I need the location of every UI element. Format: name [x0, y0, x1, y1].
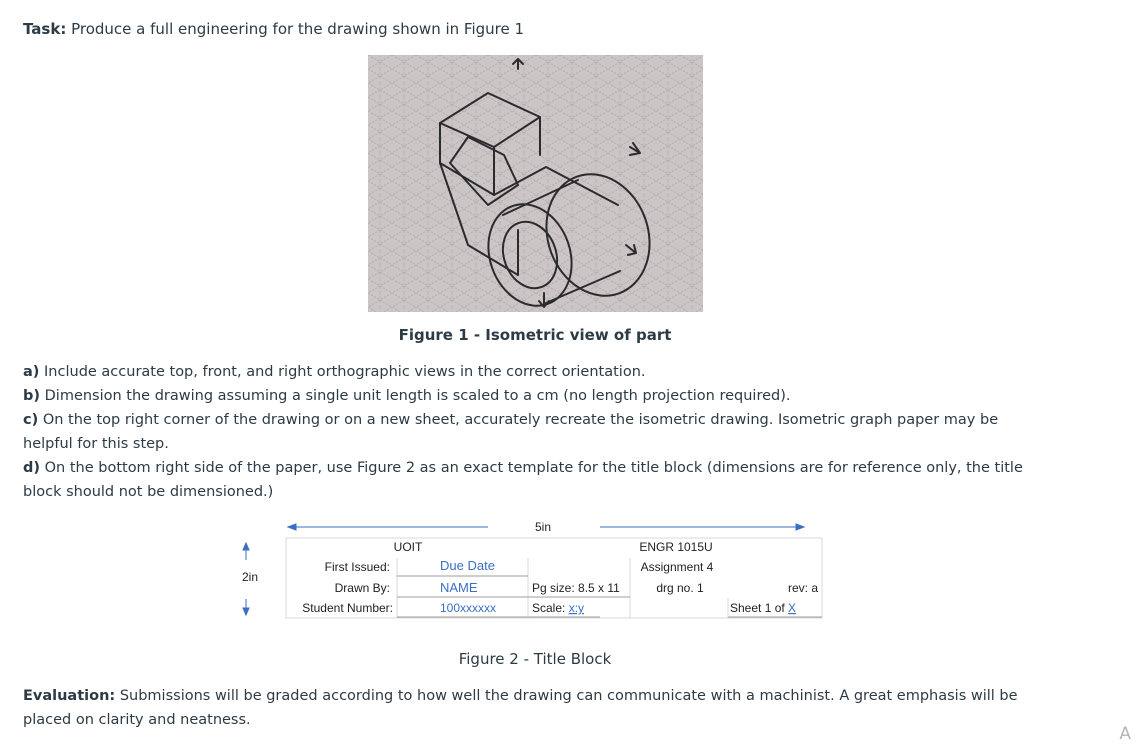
- scale-label: Scale:: [532, 601, 569, 615]
- instruction-a-label: a): [23, 364, 40, 380]
- instruction-d-text: On the bottom right side of the paper, use Figure 2 as an exact template for the title block (dimensions are for reference only, the title block should not be dimensioned.): [23, 460, 1023, 500]
- drawn-by-value: NAME: [440, 580, 478, 595]
- width-dimension-label: 5in: [534, 520, 552, 534]
- instruction-a: [23, 360, 1043, 384]
- evaluation-statement: [23, 684, 1043, 732]
- scale: [532, 601, 584, 615]
- page-size: Pg size: 8.5 x 11: [532, 581, 620, 595]
- instruction-b: [23, 384, 1043, 408]
- scale-value: x:y: [568, 601, 585, 615]
- instruction-c-text: On the top right corner of the drawing or on a new sheet, accurately recreate the isometric drawing. Isometric graph paper may be helpful for this step.: [23, 412, 999, 452]
- instruction-d: [23, 456, 1043, 504]
- sheet-label: Sheet 1 of: [730, 601, 789, 615]
- figure-2-caption: Figure 2 - Title Block: [458, 650, 612, 668]
- instruction-b-text: Dimension the drawing assuming a single unit length is scaled to a cm (no length projection required).: [40, 388, 791, 404]
- instruction-c: [23, 408, 1043, 456]
- evaluation-text: Submissions will be graded according to how well the drawing can communicate with a machinist. A great emphasis will be placed on clarity and neatness.: [23, 688, 1018, 728]
- drawn-by-label: Drawn By:: [334, 581, 390, 595]
- task-label: Task:: [23, 20, 67, 38]
- first-issued-value: Due Date: [440, 558, 495, 573]
- figure-2-title-block: [230, 515, 830, 625]
- drawing-number: drg no. 1: [656, 581, 704, 595]
- student-number-label: Student Number:: [302, 601, 393, 615]
- task-text: Produce a full engineering for the drawing shown in Figure 1: [66, 20, 525, 38]
- instruction-d-label: d): [23, 460, 41, 476]
- corner-glyph: A: [1119, 724, 1131, 744]
- instruction-a-text: Include accurate top, front, and right orthographic views in the correct orientation.: [39, 364, 646, 380]
- figure-1-isometric-photo: [368, 55, 703, 312]
- height-dimension-label: 2in: [241, 570, 259, 584]
- sheet-value: X: [788, 601, 797, 615]
- course-code: ENGR 1015U: [639, 540, 713, 554]
- first-issued-label: First Issued:: [324, 560, 390, 574]
- instruction-c-label: c): [23, 412, 39, 428]
- sheet-number: [730, 601, 796, 615]
- evaluation-label: Evaluation:: [23, 688, 116, 704]
- org-name: UOIT: [393, 540, 423, 554]
- figure-1-caption: Figure 1 - Isometric view of part: [398, 326, 672, 344]
- instruction-b-label: b): [23, 388, 41, 404]
- student-number-value: 100xxxxxx: [440, 601, 497, 615]
- assignment-number: Assignment 4: [640, 560, 714, 574]
- revision: rev: a: [787, 581, 818, 595]
- task-statement: [23, 20, 524, 38]
